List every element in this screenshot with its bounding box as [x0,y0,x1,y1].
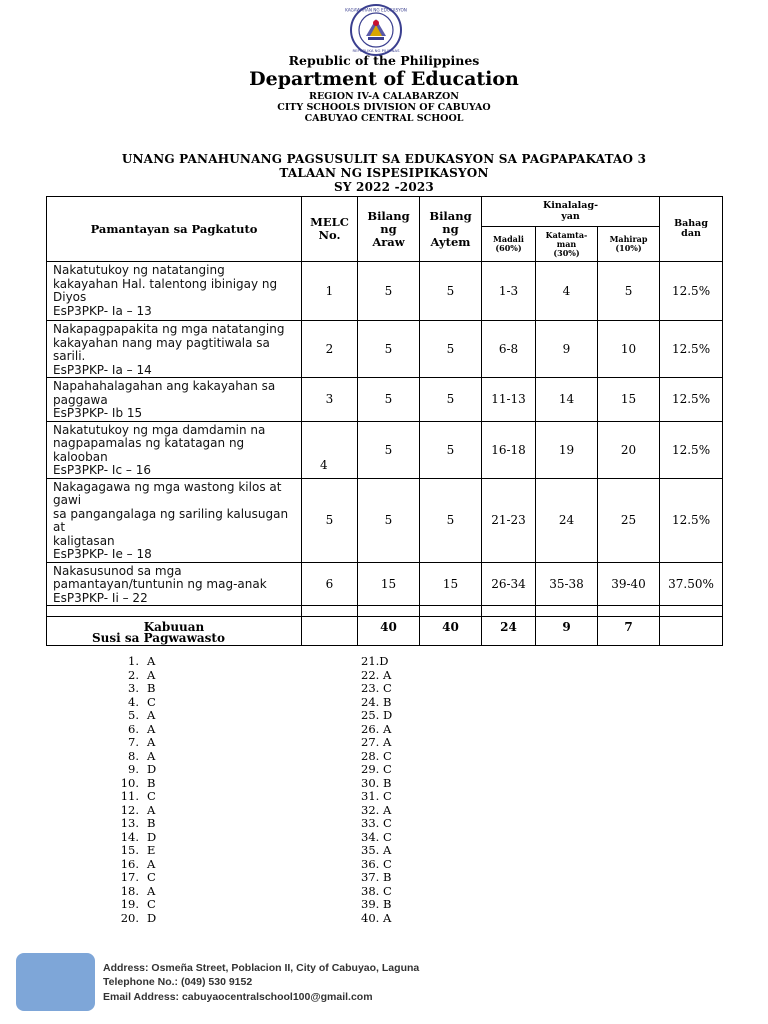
average-cell: 19 [536,421,598,478]
answer-item [111,736,156,750]
answer-number: 20. [120,910,139,925]
table-row [47,562,723,606]
difficult-cell: 25 [598,478,660,562]
easy-cell: 6-8 [482,321,536,378]
answer-item [361,912,392,926]
answer-item [361,858,392,872]
items-cell: 5 [420,262,482,321]
answer-letter: C [382,762,392,776]
answer-number: 35. [361,843,380,857]
total-items: 40 [420,617,482,646]
answer-item [361,669,392,683]
easy-cell: 1-3 [482,262,536,321]
answer-item [111,817,156,831]
answer-number: 26. [361,721,380,736]
easy-cell: 21-23 [482,478,536,562]
answer-number: 37. [361,870,380,884]
answer-number: 21. [361,654,380,668]
answer-key-right-column [361,655,392,925]
answer-item [111,912,156,926]
answer-item [361,831,392,845]
competency-line: EsP3PKP- Ia – 13 [53,303,152,318]
header-percent: Bahag dan [660,197,723,262]
competency-line: paggawa [53,392,108,407]
average-cell: 14 [536,378,598,422]
header-melc: MELC No. [302,197,358,262]
competency-line: kakayahan nang may pagtitiwala sa [53,335,270,350]
competency-line: EsP3PKP- Ie – 18 [53,547,152,561]
melc-cell: 2 [302,321,358,378]
melc-cell: 5 [302,478,358,562]
days-cell: 5 [358,421,420,478]
easy-cell: 16-18 [482,421,536,478]
answer-item [111,655,156,669]
competency-line: Nakagagawa ng mga wastong kilos at gawi [53,479,282,507]
answer-letter: D [147,829,157,844]
spacer-row [47,606,723,617]
answer-number: 40. [361,910,380,925]
competency-cell [47,421,302,478]
competency-line: kakayahan Hal. talentong ibinigay ng [53,276,278,291]
answer-item [111,804,156,818]
answer-number: 31. [361,789,380,803]
division-heading: CITY SCHOOLS DIVISION OF CABUYAO [277,102,491,113]
answer-number: 25. [361,708,380,722]
answer-number: 11. [120,789,139,803]
footer-email: Email Address: cabuyaocentralschool100@gmail.com [103,990,373,1003]
answer-item [111,790,156,804]
answer-number: 19. [120,897,139,911]
answer-number: 33. [361,816,380,830]
answer-number: 39. [361,897,380,911]
answer-item [361,790,392,804]
answer-item [111,723,156,737]
answer-letter: B [147,816,156,830]
answer-letter: A [382,735,392,749]
answer-number: 3. [128,681,139,695]
answer-number: 23. [361,681,380,695]
melc-cell: 4 [302,421,358,478]
answer-number: 5. [128,708,139,722]
melc-cell: 6 [302,562,358,606]
answer-number: 2. [128,667,139,682]
competency-line: EsP3PKP- Ia – 14 [53,362,152,377]
header-items: Bilang ng Aytem [420,197,482,262]
table-title: TALAAN NG ISPESIPIKASYON [279,166,489,180]
republic-heading: Republic of the Philippines [288,53,480,68]
header-average: Katamta- man (30%) [536,227,598,262]
answer-number: 9. [128,762,139,776]
difficult-cell: 5 [598,262,660,321]
answer-item [361,723,392,737]
competency-line: EsP3PKP- Ii – 22 [53,590,148,605]
answer-number: 6. [128,721,139,736]
answer-letter: D [147,762,157,776]
items-cell: 5 [420,421,482,478]
percent-cell: 37.50% [660,562,723,606]
total-melc [302,617,358,646]
total-days: 40 [358,617,420,646]
total-difficult: 7 [598,617,660,646]
answer-number: 18. [120,883,139,898]
days-cell: 5 [358,262,420,321]
total-label: Kabuuan [47,617,302,646]
table-row [47,378,723,422]
answer-letter: C [382,883,392,898]
table-row [47,321,723,378]
competency-line: Nakatutukoy ng natatanging [53,263,225,277]
items-cell: 5 [420,378,482,422]
table-row [47,421,723,478]
answer-number: 15. [120,843,139,857]
answer-number: 8. [128,748,139,763]
melc-cell: 1 [302,262,358,321]
answer-letter: A [147,883,156,898]
competency-cell [47,321,302,378]
melc-cell: 3 [302,378,358,422]
difficult-cell: 15 [598,378,660,422]
footer-logo-box [16,953,95,1011]
header-competency: Pamantayan sa Pagkatuto [47,197,302,262]
answer-letter: B [147,681,156,695]
competency-cell [47,562,302,606]
region-heading: REGION IV-A CALABARZON [309,91,459,102]
answer-item [361,777,392,791]
footer-telephone: Telephone No.: (049) 530 9152 [103,976,253,989]
items-cell: 5 [420,321,482,378]
answer-item [111,696,156,710]
total-easy: 24 [482,617,536,646]
days-cell: 5 [358,321,420,378]
answer-item [111,709,156,723]
answer-number: 10. [120,775,139,790]
answer-letter: B [147,775,156,790]
answer-item [361,763,392,777]
answer-number: 27. [361,735,380,749]
items-cell: 15 [420,562,482,606]
competency-line: nagpapamalas ng katatagan ng kalooban [53,436,245,464]
competency-line: Napahahalagahan ang kakayahan sa [53,379,276,393]
answer-item [111,777,156,791]
answer-item [111,669,156,683]
answer-letter: C [382,681,392,695]
total-average: 9 [536,617,598,646]
answer-number: 28. [361,748,380,763]
answer-number: 34. [361,829,380,844]
answer-item [361,844,392,858]
table-row [47,262,723,321]
answer-item [361,736,392,750]
competency-line: sa pangangalaga ng sariling kalusugan at [53,506,289,534]
average-cell: 35-38 [536,562,598,606]
school-year: SY 2022 -2023 [334,180,434,194]
days-cell: 5 [358,478,420,562]
answer-letter: E [147,843,156,857]
competency-line: sarili. [53,349,86,363]
answer-number: 12. [120,802,139,817]
answer-key-title: Susi sa Pagwawasto [92,631,225,645]
answer-number: 29. [361,762,380,776]
competency-line: Diyos [53,290,87,304]
competency-cell [47,262,302,321]
svg-text:KAGAWARAN NG EDUKASYON: KAGAWARAN NG EDUKASYON [345,7,407,13]
competency-line: Nakapagpapakita ng mga natatanging [53,322,285,336]
answer-letter: C [147,789,156,803]
answer-number: 24. [361,694,380,709]
answer-item [361,709,392,723]
answer-letter: D [382,708,393,722]
answer-item [361,885,392,899]
answer-item [111,763,156,777]
answer-item [361,817,392,831]
difficult-cell: 10 [598,321,660,378]
percent-cell: 12.5% [660,262,723,321]
answer-number: 32. [361,802,380,817]
average-cell: 9 [536,321,598,378]
answer-letter: D [147,910,157,925]
answer-item [111,682,156,696]
answer-item [361,682,392,696]
difficult-cell: 39-40 [598,562,660,606]
answer-letter: C [147,870,156,884]
answer-letter: A [382,667,392,682]
specification-table [46,196,723,646]
answer-number: 16. [120,856,139,871]
answer-number: 36. [361,856,380,871]
school-heading: CABUYAO CENTRAL SCHOOL [304,113,464,124]
competency-line: Nakatutukoy ng mga damdamin na [53,422,266,437]
answer-letter: A [147,667,156,682]
answer-letter: B [382,897,392,911]
answer-item [361,696,392,710]
answer-number: 38. [361,883,380,898]
answer-letter: A [147,708,156,722]
answer-item [361,871,392,885]
answer-number: 14. [120,829,139,844]
header-level: Kinalalag- yan [482,197,660,227]
answer-item [361,750,392,764]
footer-contact [103,961,419,1004]
answer-letter: A [147,748,156,763]
answer-letter: C [147,694,156,709]
footer-address: Address: Osmeña Street, Poblacion II, City of Cabuyao, Laguna [103,962,420,974]
answer-letter: D [379,654,389,668]
answer-number: 17. [120,870,139,884]
answer-letter: A [382,721,392,736]
percent-cell: 12.5% [660,321,723,378]
competency-line: Nakasusunod sa mga [53,563,182,578]
percent-cell: 12.5% [660,421,723,478]
answer-letter: C [382,748,392,763]
answer-item [361,898,392,912]
answer-letter: C [382,789,392,803]
header-days: Bilang ng Araw [358,197,420,262]
answer-item [361,655,392,669]
answer-number: 4. [128,694,139,709]
competency-cell [47,478,302,562]
answer-letter: A [382,802,392,817]
easy-cell: 11-13 [482,378,536,422]
days-cell: 15 [358,562,420,606]
answer-letter: A [147,654,156,668]
answer-item [361,804,392,818]
answer-number: 13. [120,816,139,830]
answer-item [111,871,156,885]
answer-letter: C [382,856,392,871]
answer-key-left-column [111,655,156,925]
deped-seal-logo [344,3,408,57]
competency-line: pamantayan/tuntunin ng mag-anak [53,577,267,591]
answer-letter: A [382,843,392,857]
answer-letter: C [147,897,156,911]
answer-number: 22. [361,667,380,682]
competency-cell [47,378,302,422]
days-cell: 5 [358,378,420,422]
percent-cell: 12.5% [660,478,723,562]
answer-item [111,750,156,764]
competency-line: EsP3PKP- Ic – 16 [53,463,151,477]
answer-letter: B [382,694,392,709]
items-cell: 5 [420,478,482,562]
difficult-cell: 20 [598,421,660,478]
average-cell: 24 [536,478,598,562]
answer-item [111,831,156,845]
answer-number: 30. [361,775,380,790]
average-cell: 4 [536,262,598,321]
answer-letter: A [147,856,156,871]
answer-number: 7. [128,735,139,749]
answer-letter: A [147,721,156,736]
table-row [47,478,723,562]
svg-text:REPUBLIKA NG PILIPINAS: REPUBLIKA NG PILIPINAS [352,48,400,53]
answer-item [111,898,156,912]
percent-cell: 12.5% [660,378,723,422]
answer-letter: B [382,775,392,790]
header-difficult: Mahirap (10%) [598,227,660,262]
answer-letter: B [382,870,392,884]
answer-letter: A [147,735,156,749]
department-heading: Department of Education [249,68,519,90]
header-easy: Madali (60%) [482,227,536,262]
answer-item [111,858,156,872]
answer-letter: A [147,802,156,817]
easy-cell: 26-34 [482,562,536,606]
answer-number: 1. [128,654,139,668]
total-percent [660,617,723,646]
competency-line: EsP3PKP- Ib 15 [53,406,143,420]
answer-letter: A [382,910,392,925]
answer-item [111,885,156,899]
competency-line: kaligtasan [53,533,115,548]
answer-item [111,844,156,858]
exam-title: UNANG PANAHUNANG PAGSUSULIT SA EDUKASYON SA PAGPAPAKATAO 3 [121,152,647,166]
answer-letter: C [382,829,392,844]
answer-letter: C [382,816,392,830]
